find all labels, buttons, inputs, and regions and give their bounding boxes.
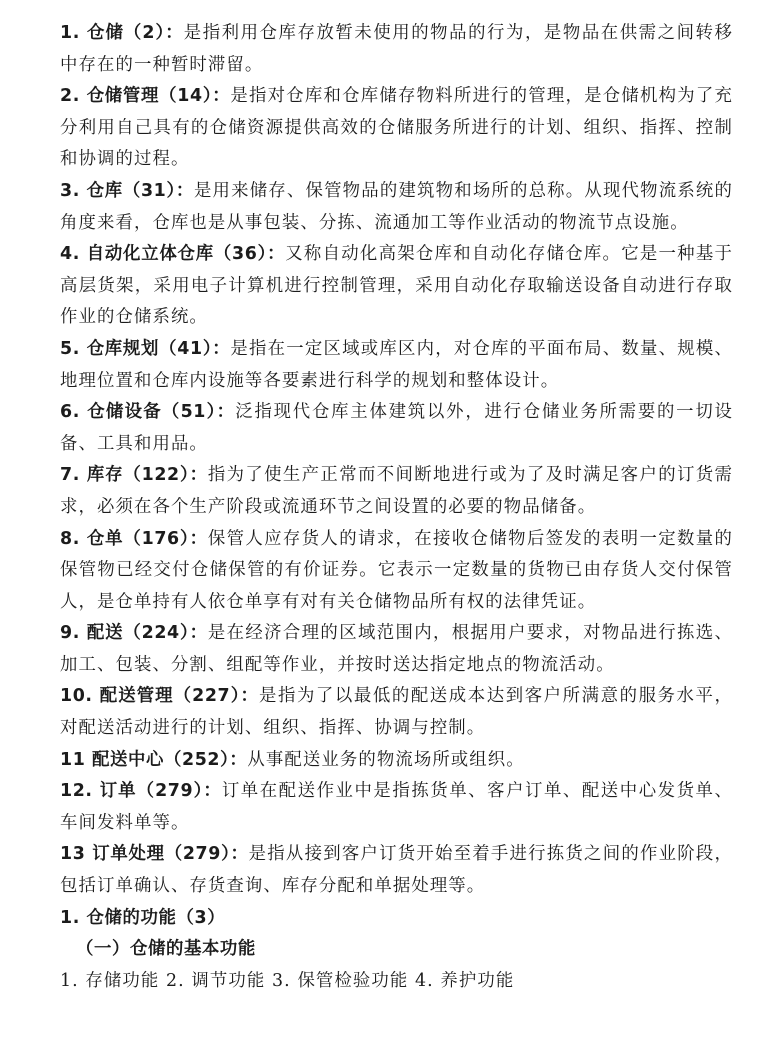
function-list-text: 1. 存储功能 2. 调节功能 3. 保管检验功能 4. 养护功能 [60,970,515,991]
definition-text: 是指在一定区域或库区内，对仓库的平面布局、数量、规模、地理位置和仓库内设施等各要素进行科学的规划和整体设计。 [60,338,734,391]
definition-text: 指为了使生产正常而不间断地进行或为了及时满足客户的订货需求，必须在各个生产阶段或流通环节之间设置的必要的物品储备。 [60,465,733,517]
definition-text: 是指对仓库和仓库储存物料所进行的管理，是仓储机构为了充分利用自己具有的仓储资源提供高效的仓储服务所进行的计划、组织、指挥、控制和协调的过程。 [60,86,734,170]
definition-entry [60,618,733,681]
definition-text: 是指利用仓库存放暂未使用的物品的行为，是物品在供需之间转移中存在的一种暂时滞留。 [60,23,733,75]
definition-text: 泛指现代仓库主体建筑以外，进行仓储业务所需要的一切设备、工具和用品。 [60,402,733,454]
definition-term: 11 配送中心（252）： [60,749,248,770]
definition-term: 2. 仓储管理（14）： [60,86,231,107]
definition-term: 1. 仓储（2）： [60,23,184,43]
definition-entry [60,839,733,902]
definition-entry [60,334,733,397]
definition-term: 4. 自动化立体仓库（36）： [60,244,286,265]
definition-entry [60,18,733,81]
definition-term: 6. 仓储设备（51）： [60,402,236,423]
definition-text: 是指为了以最低的配送成本达到客户所满意的服务水平，对配送活动进行的计划、组织、指挥、协调与控制。 [60,686,733,739]
definition-entry [60,81,733,176]
definition-term: 9. 配送（224）： [60,623,208,644]
definition-entry [60,524,733,619]
definition-term: 7. 库存（122）： [60,465,208,486]
definition-text: 订单在配送作业中是指拣货单、客户订单、配送中心发货单、车间发料单等。 [60,781,733,833]
definition-term: 10. 配送管理（227）： [60,686,259,707]
definition-entry [60,745,733,777]
definition-text: 保管人应存货人的请求，在接收仓储物后签发的表明一定数量的保管物已经交付仓储保管的有价证券。它表示一定数量的货物已由存货人交付保管人，是仓单持有人依仓单享有对有关仓储物品所有权的法律凭证。 [60,528,733,612]
definition-term: 13 订单处理（279）： [60,844,249,865]
definition-entry [60,397,733,460]
subsection-heading-text: （一）仓储的基本功能 [76,939,256,960]
definition-term: 3. 仓库（31）： [60,180,194,201]
definition-entry [60,681,733,744]
subsection-heading [60,934,733,966]
definition-text: 是用来储存、保管物品的建筑物和场所的总称。从现代物流系统的角度来看，仓库也是从事包装、分拣、流通加工等作业活动的物流节点设施。 [60,180,734,233]
definition-text: 是指从接到客户订货开始至着手进行拣货之间的作业阶段，包括订单确认、存货查询、库存分配和单据处理等。 [60,844,733,897]
function-list [60,966,733,998]
definition-entry [60,460,733,523]
section-heading-text: 1. 仓储的功能（3） [60,907,226,928]
definition-entry [60,239,733,334]
definition-entry [60,176,733,239]
definition-text: 从事配送业务的物流场所或组织。 [247,749,525,770]
definition-entry [60,776,733,839]
definition-text: 又称自动化高架仓库和自动化存储仓库。它是一种基于高层货架，采用电子计算机进行控制管理，采用自动化存取输送设备自动进行存取作业的仓储系统。 [60,244,734,328]
definition-term: 8. 仓单（176）： [60,528,208,549]
definition-term: 5. 仓库规划（41）： [60,338,231,359]
section-heading [60,903,733,935]
definition-text: 是在经济合理的区域范围内，根据用户要求，对物品进行拣选、加工、包装、分割、组配等作业，并按时送达指定地点的物流活动。 [60,623,733,675]
definition-term: 12. 订单（279）： [60,781,222,802]
